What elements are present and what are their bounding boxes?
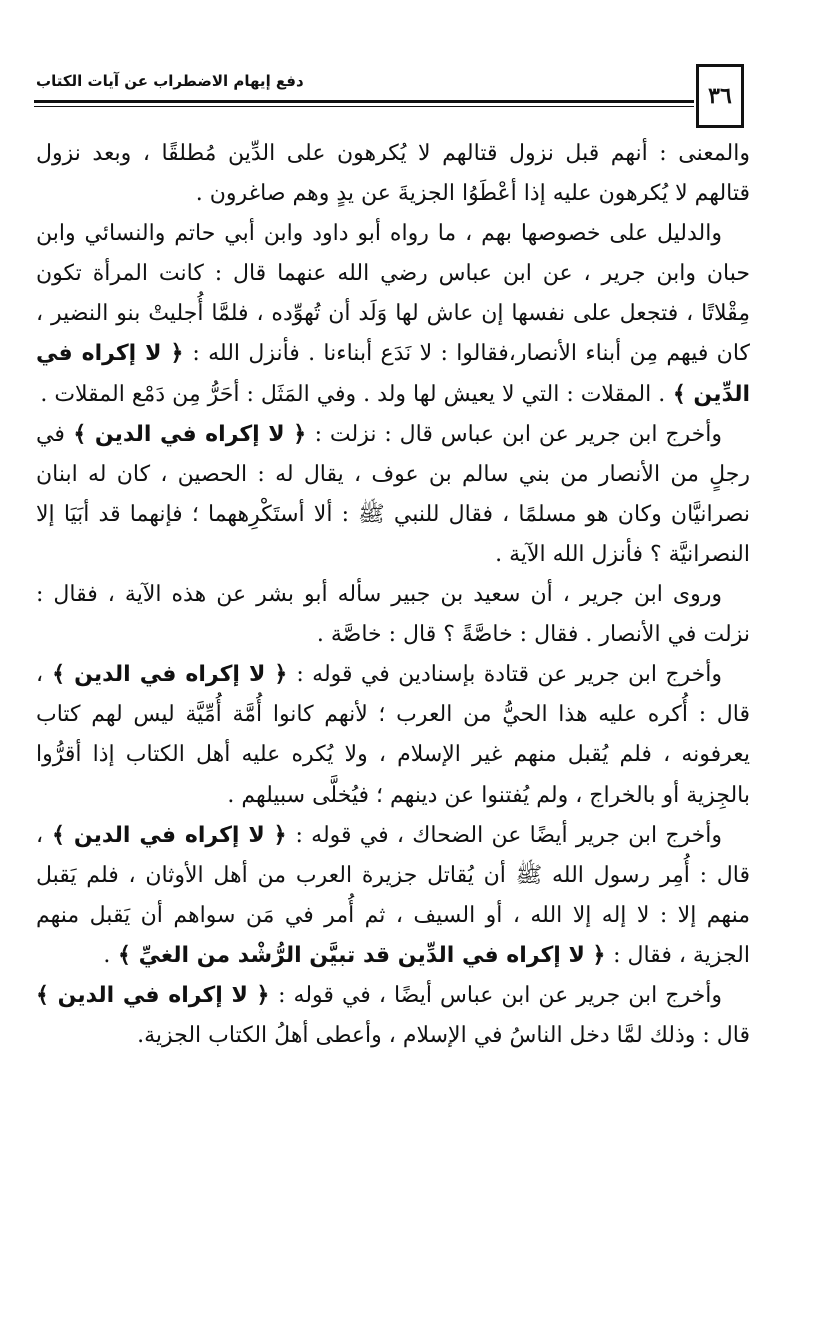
paragraph xyxy=(36,134,750,214)
paragraph-text: وأخرج ابن جرير عن ابن عباس قال : نزلت : xyxy=(314,421,723,447)
paragraph xyxy=(36,575,750,655)
paragraph xyxy=(36,976,750,1056)
header-rule-thin xyxy=(34,106,694,107)
paragraph-text: وأخرج ابن جرير عن قتادة بإسنادين في قوله : xyxy=(296,662,722,688)
paragraph xyxy=(36,816,750,976)
quran-quote: ﴿ لا إكراه في الدين ﴾ xyxy=(64,421,315,447)
paragraph-text: وروى ابن جرير ، أن سعيد بن جبير سأله أبو بشر عن هذه الآية ، فقال : نزلت في الأنصار . فقال : خاصَّةً ؟ قال : خاصَّة . xyxy=(36,582,750,648)
page-number: ٣٦ xyxy=(696,64,744,128)
quran-quote: ﴿ لا إكراه في الدين ﴾ xyxy=(36,982,279,1008)
quran-quote: ﴿ لا إكراه في الدِّين ﴾ xyxy=(36,341,750,407)
paragraph xyxy=(36,214,750,414)
paragraph-text: قال : وذلك لمَّا دخل الناسُ في الإسلام ، وأعطى أهلُ الكتاب الجزية. xyxy=(137,1023,750,1049)
paragraph-text: في رجلٍ من الأنصار من بني سالم بن عوف ، يقال له : الحصين ، كان له ابنان نصرانيَّان وكان هو مسلمًا ، فقال للنبي ﷺ : ألا أستَكْرِههما ؛ فإنهما قد أبَيَا إلا النصرانيَّة ؟ فأنزل الله الآية . xyxy=(36,421,750,567)
paragraph xyxy=(36,415,750,575)
paragraph-text: . xyxy=(103,942,111,968)
paragraph-text: ، قال : أُمِر رسول الله ﷺ أن يُقاتل جزيرة العرب من أهل الأوثان ، فلم يَقبل منهم إلا : لا إله إلا الله ، أو السيف ، ثم أُمر في مَن سواهم أن يَقبل منهم الجزية ، فقال : xyxy=(36,822,750,968)
header-rule xyxy=(34,100,694,103)
quran-quote: ﴿ لا إكراه في الدِّين قد تبيَّن الرُّشْد من الغيِّ ﴾ xyxy=(110,942,614,968)
paragraph-text: وأخرج ابن جرير عن ابن عباس أيضًا ، في قوله : xyxy=(278,982,722,1008)
paragraph-text: وأخرج ابن جرير أيضًا عن الضحاك ، في قوله : xyxy=(295,822,723,848)
paragraph-text: والدليل على خصوصها بهم ، ما رواه أبو داود وابن أبي حاتم والنسائي وابن حبان وابن جرير ، عن ابن عباس رضي الله عنهما قال : كانت المرأة تكون مِقْلاتًا ، فتجعل على نفسها إن عاش لها وَلَد أن تُهوِّده ، فلمَّا أُجليتْ بنو النضير ، كان فيهم مِن أبناء الأنصار،فقالوا : لا نَدَع أبناءنا . فأنزل الله : xyxy=(36,221,750,367)
quran-quote: ﴿ لا إكراه في الدين ﴾ xyxy=(43,822,296,848)
body-text xyxy=(36,134,750,1056)
paragraph xyxy=(36,655,750,815)
paragraph-text: والمعنى : أنهم قبل نزول قتالهم لا يُكرهون على الدِّين مُطلقًا ، وبعد نزول قتالهم لا يُكرهون عليه إذا أعْطَوُا الجزيةَ عن يدٍ وهم صاغرون . xyxy=(36,141,750,207)
paragraph-text: ، قال : أُكره عليه هذا الحيُّ من العرب ؛ لأنهم كانوا أُمَّة أُمِّيَّة ليس لهم كتاب يعرفونه ، فلم يُقبل منهم غير الإسلام ، ولا يُكره عليه أهل الكتاب إذا أقرُّوا بالجِزية أو بالخراج ، ولم يُفتنوا عن دينهم ؛ فيُخلَّى سبيلهم . xyxy=(36,662,750,808)
running-title: دفع إيهام الاضطراب عن آيات الكتاب xyxy=(36,72,304,90)
quran-quote: ﴿ لا إكراه في الدين ﴾ xyxy=(43,662,297,688)
paragraph-text: . المقلات : التي لا يعيش لها ولد . وفي المَثَل : أحَرُّ مِن دَمْع المقلات . xyxy=(40,381,666,407)
